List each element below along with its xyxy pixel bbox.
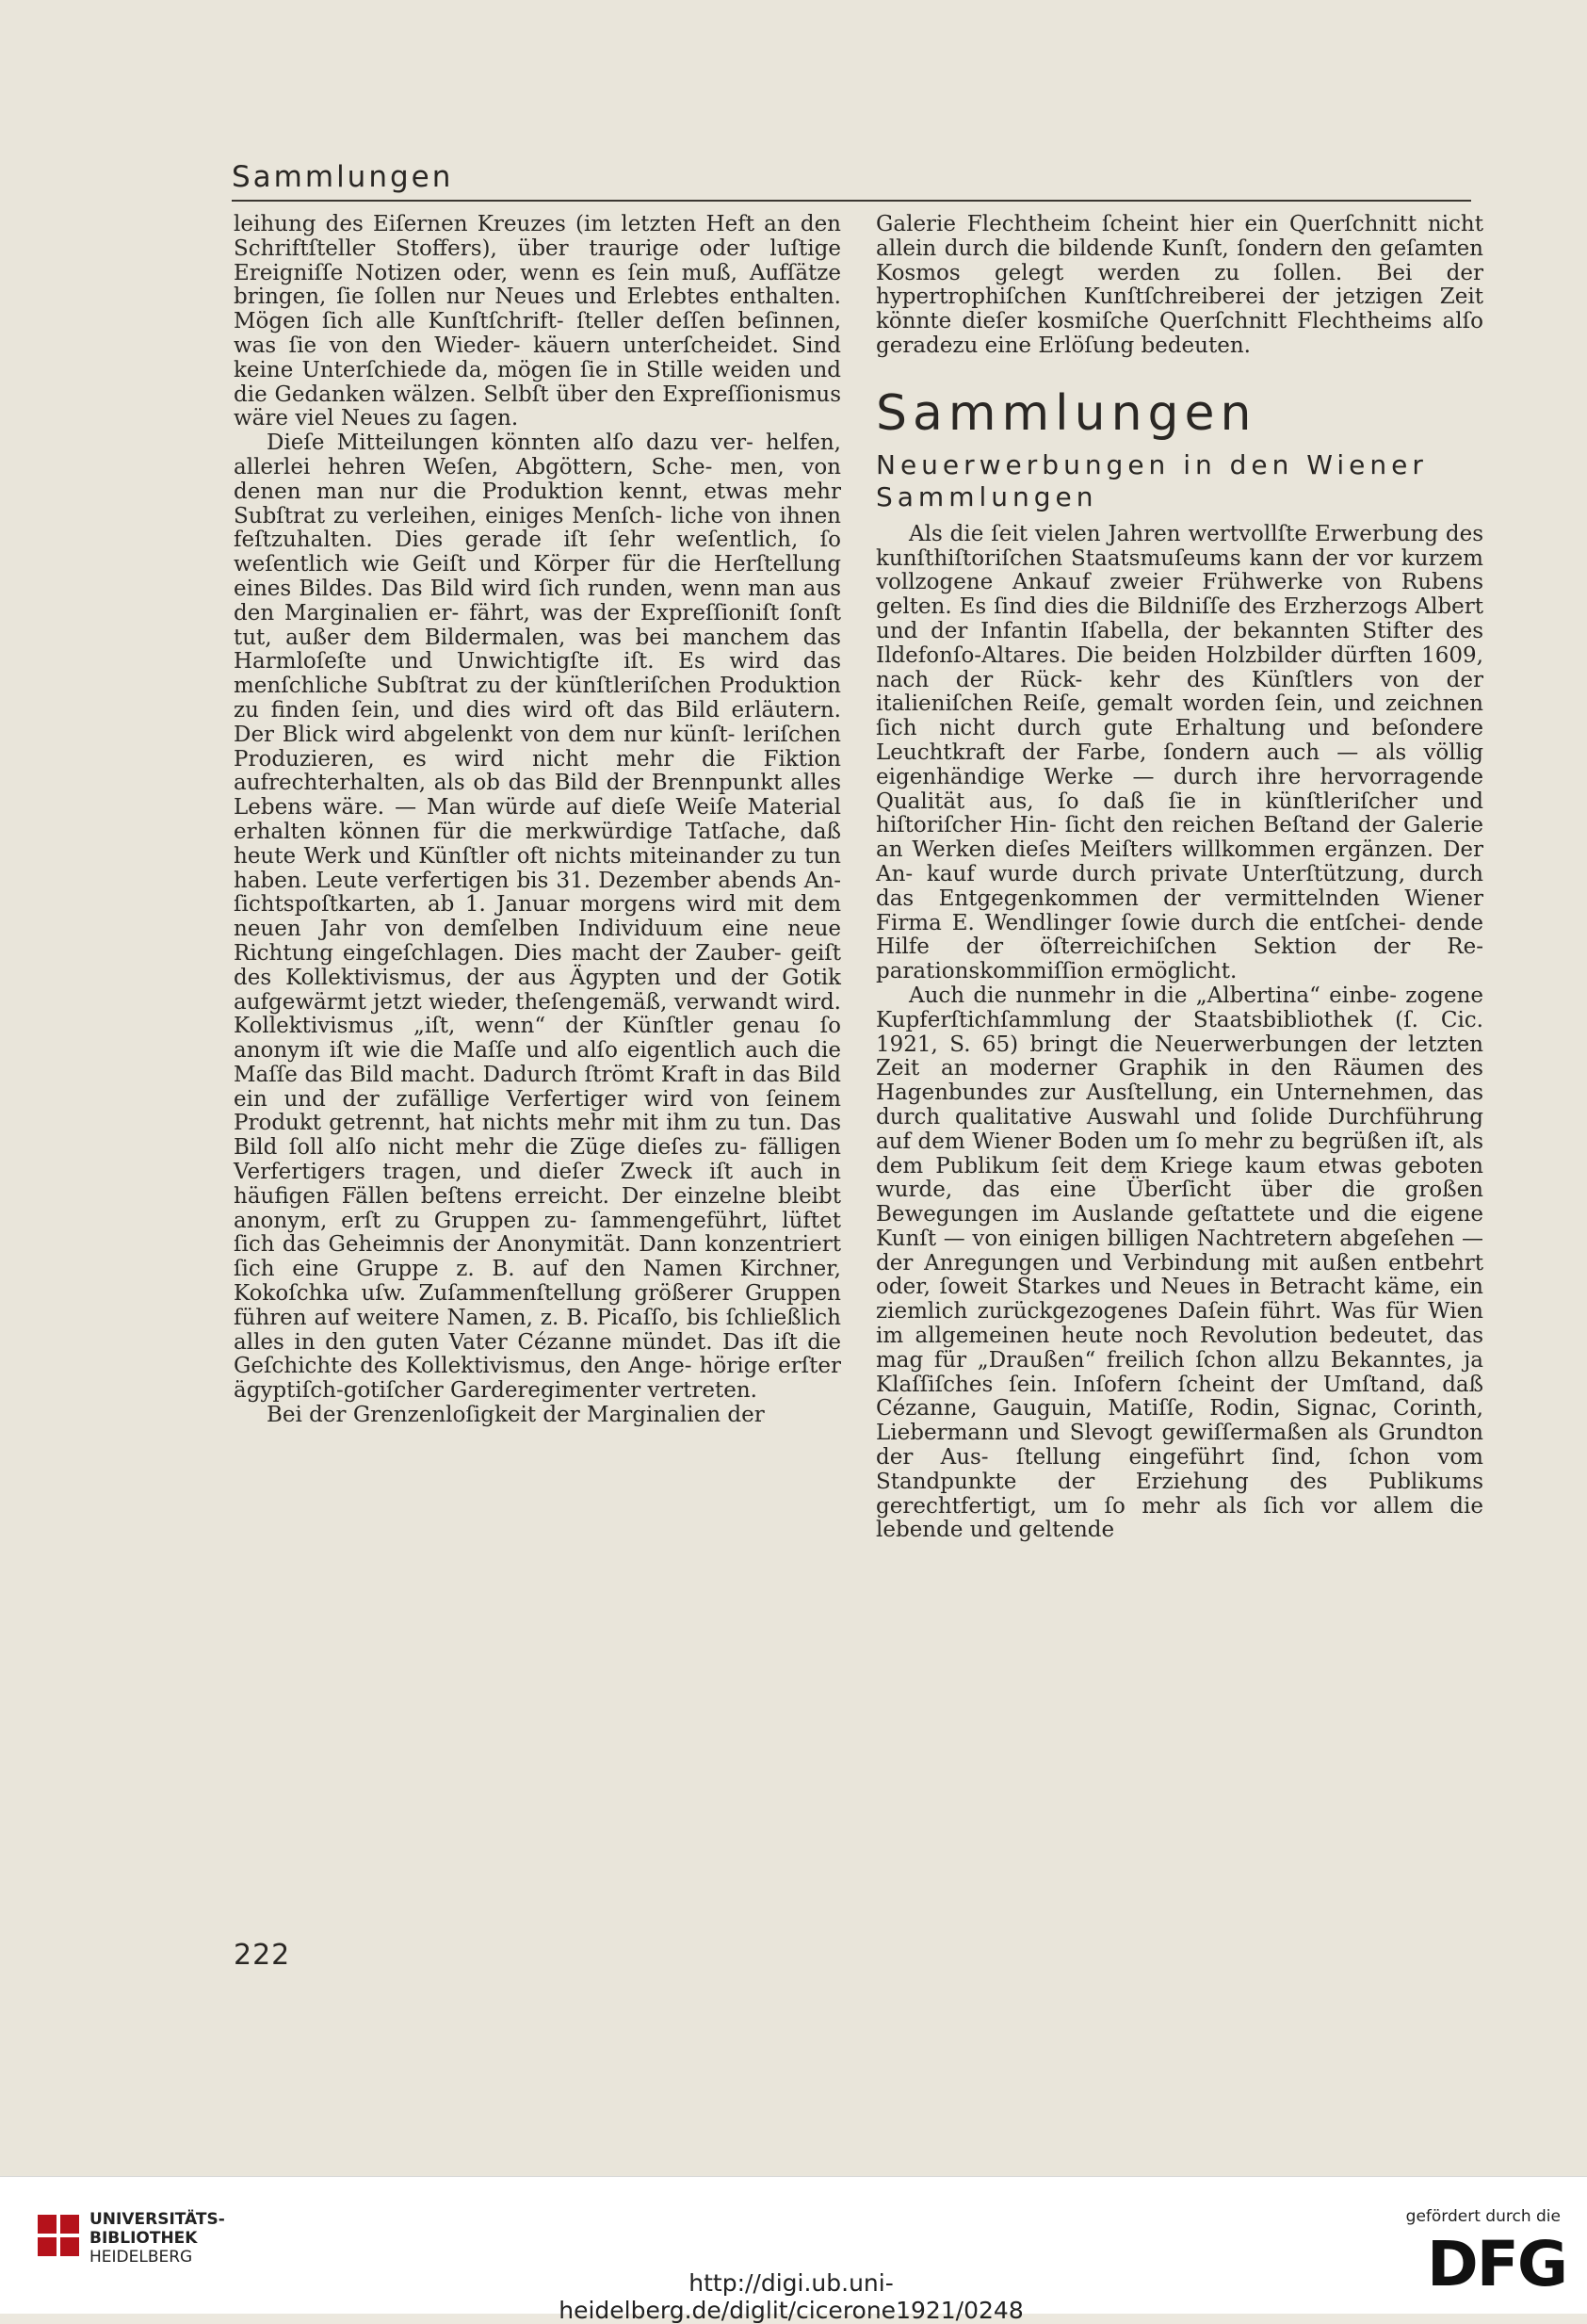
page-number: 222: [234, 1939, 291, 1972]
digitization-footer: [0, 2176, 1587, 2324]
funding-caption: gefördert durch die: [1405, 2207, 1561, 2226]
body-paragraph: leihung des Eiſernen Kreuzes (im letzten Heft an den Schriftſteller Stoffers), über traurige oder luſtige Ereigniſſe Notizen oder, wenn es ſein muß, Aufſätze bringen, ſie ſollen nur Neues und Erlebtes enthalten. Mögen ſich alle Kunſtſchrift- ſteller deſſen beſinnen, was ſie von den Wieder- käuern unterſcheidet. Sind keine Unterſchiede da, mögen ſie in Stille weiden und die Gedanken wälzen. Selbſt über den Expreſſionismus wäre viel Neues zu ſagen.: [234, 212, 841, 431]
library-name: [89, 2210, 225, 2267]
library-name-line: HEIDELBERG: [89, 2248, 193, 2267]
section-subtitle: Neuerwerbungen in den Wiener Sammlungen: [876, 448, 1428, 512]
body-paragraph: Dieſe Mitteilungen könnten alſo dazu ver- helfen, allerlei hehren Weſen, Abgöttern, Sche- men, von denen man nur die Produktion kennt, etwas mehr Subſtrat zu verleihen, einiges Menſch- liche von ihnen feſtzuhalten. Dies gerade iſt ſehr weſentlich, ſo weſentlich wie Geiſt und Körper für die Herſtellung eines Bildes. Das Bild wird ſich runden, wenn man aus den Marginalien er- fährt, was der Expreſſioniſt ſonſt tut, außer dem Bildermalen, was bei manchem das Harmloſeſte und Unwichtigſte iſt. Es wird das menſchliche Subſtrat zu der künſtleriſchen Produktion zu finden ſein, und dies wird oft das Bild erläutern. Der Blick wird abgelenkt von dem nur künſt- leriſchen Produzieren, es wird nicht mehr die Fiktion aufrechterhalten, als ob das Bild der Brennpunkt alles Lebens wäre. — Man würde auf dieſe Weiſe Material erhalten können für die merkwürdige Tatſache, daß heute Werk und Künſtler oft nichts miteinander zu tun haben. Leute verfertigen bis 31. Dezember abends An- ſichtspoſtkarten, ab 1. Januar morgens wird mit dem neuen Jahr von demſelben Individuum eine neue Richtung eingeſchlagen. Dies macht der Zauber- geiſt des Kollektivismus, der aus Ägypten und der Gotik aufgewärmt jetzt wieder, theſengemäß, verwandt wird. Kollektivismus „iſt, wenn“ der Künſtler genau ſo anonym iſt wie die Maſſe und alſo eigentlich auch die Maſſe das Bild macht. Dadurch ſtrömt Kraft in das Bild ein und der zufällige Verfertiger wird von ſeinem Produkt getrennt, hat nichts mehr mit ihm zu tun. Das Bild ſoll alſo nicht mehr die Züge dieſes zu- fälligen Verfertigers tragen, und dieſer Zweck iſt auch in häufigen Fällen beſtens erreicht. Der einzelne bleibt anonym, erſt zu Gruppen zu- ſammengeführt, lüftet ſich das Geheimnis der Anonymität. Dann konzentriert ſich eine Gruppe z. B. auf den Namen Kirchner, Kokoſchka uſw. Zuſammenſtellung größerer Gruppen führen auf weitere Namen, z. B. Picaſſo, bis ſchließlich alles in den guten Vater Cézanne mündet. Das iſt die Geſchichte des Kollektivismus, den Ange- hörige erſter ägyptiſch-gotiſcher Garderegimenter vertreten.: [234, 431, 841, 1404]
library-name-line: UNIVERSITÄTS-: [89, 2210, 225, 2229]
right-column: [876, 213, 1483, 1543]
body-paragraph: Bei der Grenzenloſigkeit der Marginalien der: [267, 1403, 765, 1428]
body-paragraph: Als die ſeit vielen Jahren wertvollſte Erwerbung des kunſthiſtoriſchen Staatsmuſeums kann der vor kurzem vollzogene Ankauf zweier Frühwerke von Rubens gelten. Es ſind dies die Bildniſſe des Erzherzogs Albert und der Infantin Iſabella, der bekannten Stifter des Ildefonſo-Altares. Die beiden Holzbilder dürften 1609, nach der Rück- kehr des Künſtlers von der italieniſchen Reiſe, gemalt worden ſein, und zeichnen ſich nicht durch gute Erhaltung und beſondere Leuchtkraft der Farbe, ſondern auch — als völlig eigenhändige Werke — durch ihre hervorragende Qualität aus, ſo daß ſie in künſtleriſcher und hiſtoriſcher Hin- ſicht den reichen Beſtand der Galerie an Werken dieſes Meiſters willkommen ergänzen. Der An- kauf wurde durch private Unterſtützung, durch das Entgegenkommen der vermittelnden Wiener Firma E. Wendlinger ſowie durch die entſchei- dende Hilfe der öſterreichiſchen Sektion der Re- parationskommiſſion ermöglicht.: [876, 521, 1483, 984]
running-head: Sammlungen: [232, 160, 454, 194]
university-library-logo-icon: [38, 2215, 79, 2256]
header-rule: [232, 200, 1471, 202]
dfg-logo: DFG: [1426, 2228, 1566, 2300]
body-paragraph: Auch die nunmehr in die „Albertina“ einbe- zogene Kupferſtichſammlung der Staatsbibliothek (ſ. Cic. 1921, S. 65) bringt die Neuerwerbungen der letzten Zeit an moderner Graphik in den Räumen des Hagenbundes zur Ausſtellung, ein Unternehmen, das durch qualitative Auswahl und ſolide Durchführung auf dem Wiener Boden um ſo mehr zu begrüßen iſt, als dem Publikum ſeit dem Kriege kaum etwas geboten wurde, das eine Überſicht über die großen Bewegungen im Auslande geſtattete und die eigene Kunſt — von einigen billigen Nachtretern abgeſehen — der Anregungen und Verbindung mit außen entbehrt oder, ſoweit Starkes und Neues in Betracht käme, ein ziemlich zurückgezogenes Daſein führt. Was für Wien im allgemeinen heute noch Revolution bedeutet, das mag für „Draußen“ freilich ſchon allzu Bekanntes, ja Klaſſiſches ſein. Inſofern ſcheint der Umſtand, daß Cézanne, Gauguin, Matiſſe, Rodin, Signac, Corinth, Liebermann und Slevogt gewiſſermaßen als Grundton der Aus- ſtellung eingeführt ſind, ſchon vom Standpunkte der Erziehung des Publikums gerechtfertigt, um ſo mehr als ſich vor allem die lebende und geltende: [876, 983, 1483, 1543]
permalink-url[interactable]: http://digi.ub.uni-heidelberg.de/diglit/cicerone1921/0248: [559, 2269, 1024, 2324]
library-name-line: BIBLIOTHEK: [89, 2229, 198, 2248]
body-paragraph: Galerie Flechtheim ſcheint hier ein Querſchnitt nicht allein durch die bildende Kunſt, ſondern den geſamten Kosmos gelegt werden zu ſollen. Bei der hypertrophiſchen Kunſtſchreiberei der jetzigen Zeit könnte dieſer kosmiſche Querſchnitt Flechtheims alſo geradezu eine Erlöſung bedeuten.: [876, 212, 1483, 358]
section-title: Sammlungen: [876, 384, 1257, 442]
left-column: [234, 213, 841, 1428]
